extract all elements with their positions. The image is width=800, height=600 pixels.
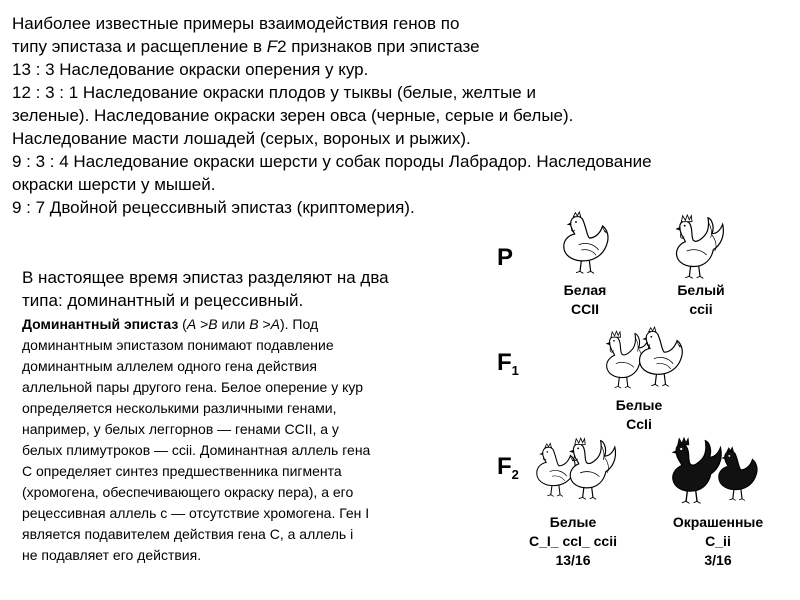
body-line-11: не подавляет его действия. [22,547,202,563]
f1-white-hen-image [632,326,690,390]
f2-right-caption: Окрашенные C_ii 3/16 [672,514,764,568]
body-line-10: является подавителем действия гена С, а аллель i [22,526,354,542]
f2-symbol: F [266,37,278,56]
body-line-4: определяется несколькими различными генами, [22,400,337,416]
intro-text [12,12,792,219]
f2-white-rooster-image [562,434,620,504]
white-rooster-parent-image [668,212,728,282]
body-line-6: белых плимутроков — ccii. Доминантная аллель гена [22,442,371,458]
body-line-7: С определяет синтез предшественника пигмента [22,463,342,479]
f2-index: 2 [277,37,287,56]
f1-caption: Белые CcIi [615,397,663,432]
intro-line-6: Наследование масти лошадей (серых, вороных и рыжих). [12,129,471,148]
body-line-3: аллельной пары другого гена. Белое оперение у кур [22,379,364,395]
body-line-9: рецессивная аллель с — отсутствие хромогена. Ген I [22,505,370,521]
intro-line-3: 13 : 3 Наследование окраски оперения у кур. [12,60,369,79]
epistasis-explanation [22,266,470,566]
f2-colored-hen-image [712,444,764,506]
intro-line-1: Наиболее известные примеры взаимодействия генов по [12,14,460,33]
intro-line-2: типу эпистаза и расщепление в F2 признаков при эпистазе [12,37,480,56]
body-line-8: (хромогена, обеспечивающего окраску пера), а его [22,484,354,500]
f1-generation-label: $F_1$ [497,349,519,378]
intro-line-4: 12 : 3 : 1 Наследование окраски плодов у тыквы (белые, желтые и [12,83,536,102]
p-right-caption: Белый ccii [677,282,725,317]
intro-line-9: 9 : 7 Двойной рецессивный эпистаз (криптомерия). [12,198,415,217]
body-line-1: доминантным эпистазом понимают подавление [22,337,334,353]
parental-generation-label: P [497,244,514,271]
definition-line: Доминантный эпистаз (A >B или B >A). Под [22,316,319,332]
body-line-5: например, у белых леггорнов — генами CCII, а у [22,421,339,437]
f2-left-caption: Белые C_I_ ccI_ ccii 13/16 [529,514,617,568]
intro-line-7: 9 : 3 : 4 Наследование окраски шерсти у собак породы Лабрадор. Наследование [12,152,652,171]
f2-generation-label: $F_2$ [497,453,519,482]
dominant-epistasis-term: Доминантный эпистаз [22,316,179,332]
intro-line-8: окраски шерсти у мышей. [12,175,216,194]
p-left-caption: Белая CCII [563,282,607,317]
intro-line-5: зеленые). Наследование окраски зерен овса (черные, серые и белые). [12,106,574,125]
white-hen-parent-image [556,208,616,280]
body-line-2: доминантным аллелем одного гена действия [22,358,317,374]
types-heading-2: типа: доминантный и рецессивный. [22,291,304,310]
types-heading-1: В настоящее время эпистаз разделяют на два [22,268,389,287]
explanation-body [22,314,470,566]
